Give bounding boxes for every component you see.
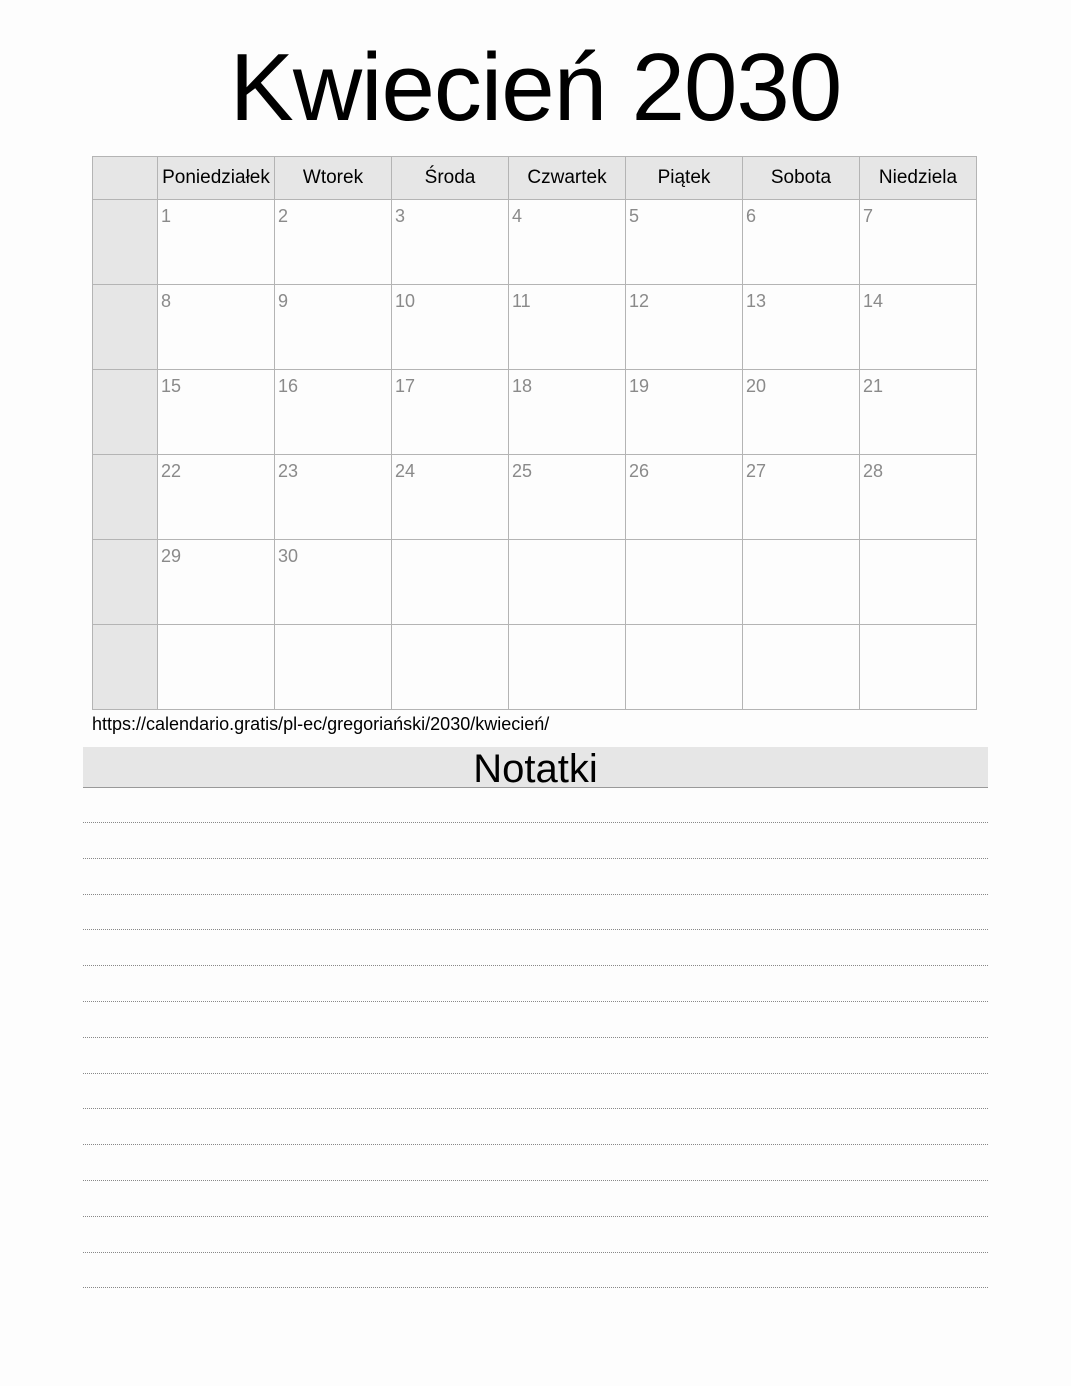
day-cell: [275, 625, 392, 710]
week-number-cell: [93, 455, 158, 540]
day-cell: 24: [392, 455, 509, 540]
day-cell: 15: [158, 370, 275, 455]
note-line: [83, 1073, 988, 1074]
week-number-header: [93, 157, 158, 200]
weekday-header: Czwartek: [509, 157, 626, 200]
notes-title: Notatki: [83, 747, 988, 788]
day-cell: 16: [275, 370, 392, 455]
week-number-cell: [93, 625, 158, 710]
day-cell: 13: [743, 285, 860, 370]
week-number-cell: [93, 285, 158, 370]
day-cell: 1: [158, 200, 275, 285]
weekday-header: Piątek: [626, 157, 743, 200]
day-cell: 22: [158, 455, 275, 540]
day-cell: 7: [860, 200, 977, 285]
day-cell: 21: [860, 370, 977, 455]
day-cell: [509, 540, 626, 625]
weekday-header: Środa: [392, 157, 509, 200]
week-number-cell: [93, 540, 158, 625]
note-line: [83, 858, 988, 859]
week-row: [93, 625, 977, 710]
week-row: [93, 200, 977, 285]
page-title: Kwiecień 2030: [229, 34, 842, 141]
note-line: [83, 1037, 988, 1038]
day-cell: 27: [743, 455, 860, 540]
month-calendar-grid: [92, 156, 977, 710]
day-cell: 29: [158, 540, 275, 625]
day-cell: 20: [743, 370, 860, 455]
note-line: [83, 1001, 988, 1002]
note-line: [83, 1252, 988, 1253]
day-cell: 30: [275, 540, 392, 625]
day-cell: 14: [860, 285, 977, 370]
day-cell: [860, 625, 977, 710]
day-cell: [392, 540, 509, 625]
day-cell: 9: [275, 285, 392, 370]
day-cell: [509, 625, 626, 710]
week-row: [93, 455, 977, 540]
note-line: [83, 894, 988, 895]
day-cell: [158, 625, 275, 710]
week-number-cell: [93, 370, 158, 455]
day-cell: 19: [626, 370, 743, 455]
day-cell: 18: [509, 370, 626, 455]
note-line: [83, 1287, 988, 1288]
day-cell: 26: [626, 455, 743, 540]
week-number-cell: [93, 200, 158, 285]
day-cell: 12: [626, 285, 743, 370]
day-cell: 10: [392, 285, 509, 370]
day-cell: 8: [158, 285, 275, 370]
day-cell: [626, 625, 743, 710]
day-cell: [743, 625, 860, 710]
day-cell: 28: [860, 455, 977, 540]
day-cell: [392, 625, 509, 710]
day-cell: 23: [275, 455, 392, 540]
note-line: [83, 1144, 988, 1145]
note-line: [83, 822, 988, 823]
day-cell: 2: [275, 200, 392, 285]
week-row: [93, 285, 977, 370]
weekday-header: Wtorek: [275, 157, 392, 200]
day-cell: 25: [509, 455, 626, 540]
note-line: [83, 1180, 988, 1181]
weekday-header: Niedziela: [860, 157, 977, 200]
source-url: https://calendario.gratis/pl-ec/gregoriański/2030/kwiecień/: [92, 714, 550, 734]
note-line: [83, 965, 988, 966]
day-cell: 17: [392, 370, 509, 455]
day-cell: [626, 540, 743, 625]
weekday-header: Poniedziałek: [158, 157, 275, 200]
day-cell: 6: [743, 200, 860, 285]
weekday-header-row: [93, 157, 977, 200]
day-cell: [860, 540, 977, 625]
week-row: [93, 370, 977, 455]
week-row: [93, 540, 977, 625]
day-cell: 3: [392, 200, 509, 285]
note-line: [83, 1108, 988, 1109]
day-cell: 11: [509, 285, 626, 370]
note-line: [83, 1216, 988, 1217]
day-cell: 4: [509, 200, 626, 285]
day-cell: 5: [626, 200, 743, 285]
day-cell: [743, 540, 860, 625]
weekday-header: Sobota: [743, 157, 860, 200]
note-line: [83, 929, 988, 930]
